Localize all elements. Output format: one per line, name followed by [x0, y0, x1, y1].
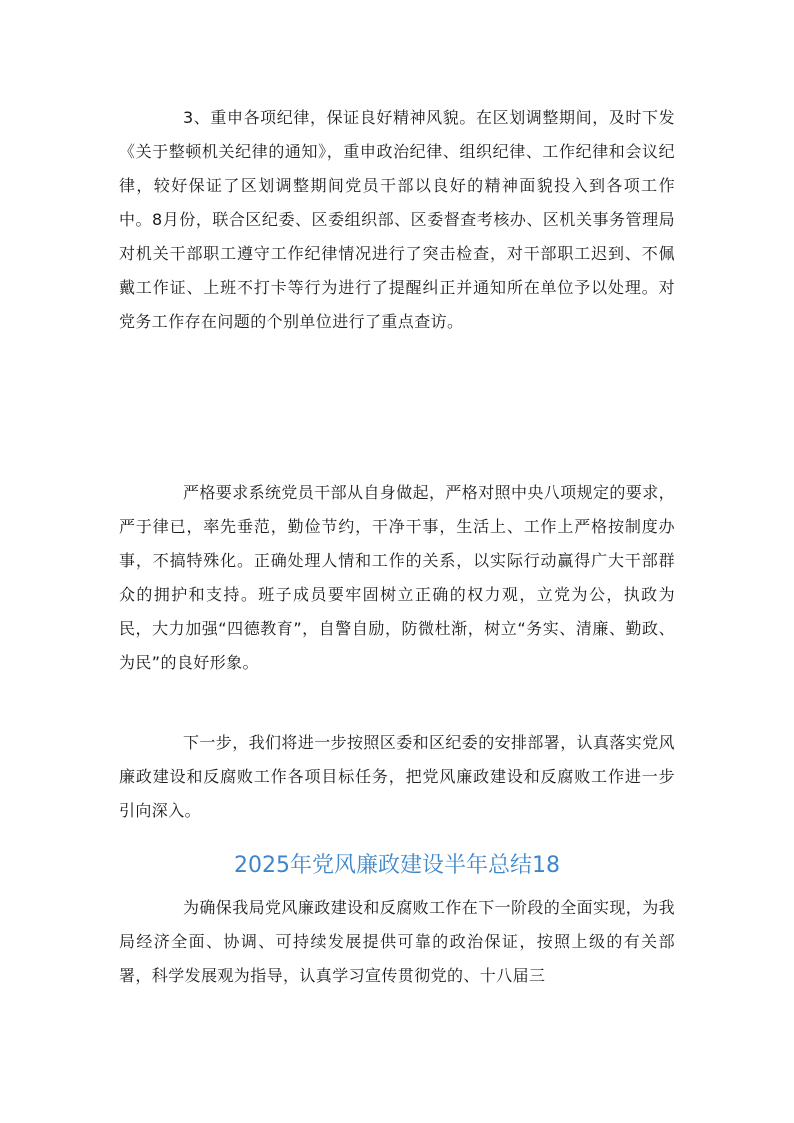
paragraph-strict-requirements: 严格要求系统党员干部从自身做起，严格对照中央八项规定的要求，严于律已，率先垂范，勤俭节约，干净干事，生活上、工作上严格按制度办事，不搞特殊化。正确处理人情和工作的关系，以实际行动赢得广大干部群众的拥护和支持。班子成员要牢固树立正确的权力观，立党为公，执政为民，大力加强“四德教育”，自警自励，防微杜渐，树立“务实、清廉、勤政、为民”的良好形象。: [119, 483, 676, 672]
paragraph-discipline: 3、重申各项纪律，保证良好精神风貌。在区划调整期间，及时下发《关于整顿机关纪律的通知》，重申政治纪律、组织纪律、工作纪律和会议纪律，较好保证了区划调整期间党员干部以良好的精神面貌投入到各项工作中。8月份，联合区纪委、区委组织部、区委督查考核办、区机关事务管理局对机关干部职工遵守工作纪律情况进行了突击检查，对干部职工迟到、不佩戴工作证、上班不打卡等行为进行了提醒纠正并通知所在单位予以处理。对党务工作存在问题的个别单位进行了重点查访。: [119, 108, 675, 331]
section-heading: 2025年党风廉政建设半年总结18: [234, 853, 560, 878]
paragraph-intro: 为确保我局党风廉政建设和反腐败工作在下一阶段的全面实现，为我局经济全面、协调、可持续发展提供可靠的政治保证，按照上级的有关部署，科学发展观为指导，认真学习宣传贯彻党的、十八届三: [119, 898, 676, 985]
paragraph-next-steps: 下一步，我们将进一步按照区委和区纪委的安排部署，认真落实党风廉政建设和反腐败工作各项目标任务，把党风廉政建设和反腐败工作进一步引向深入。: [119, 733, 676, 820]
